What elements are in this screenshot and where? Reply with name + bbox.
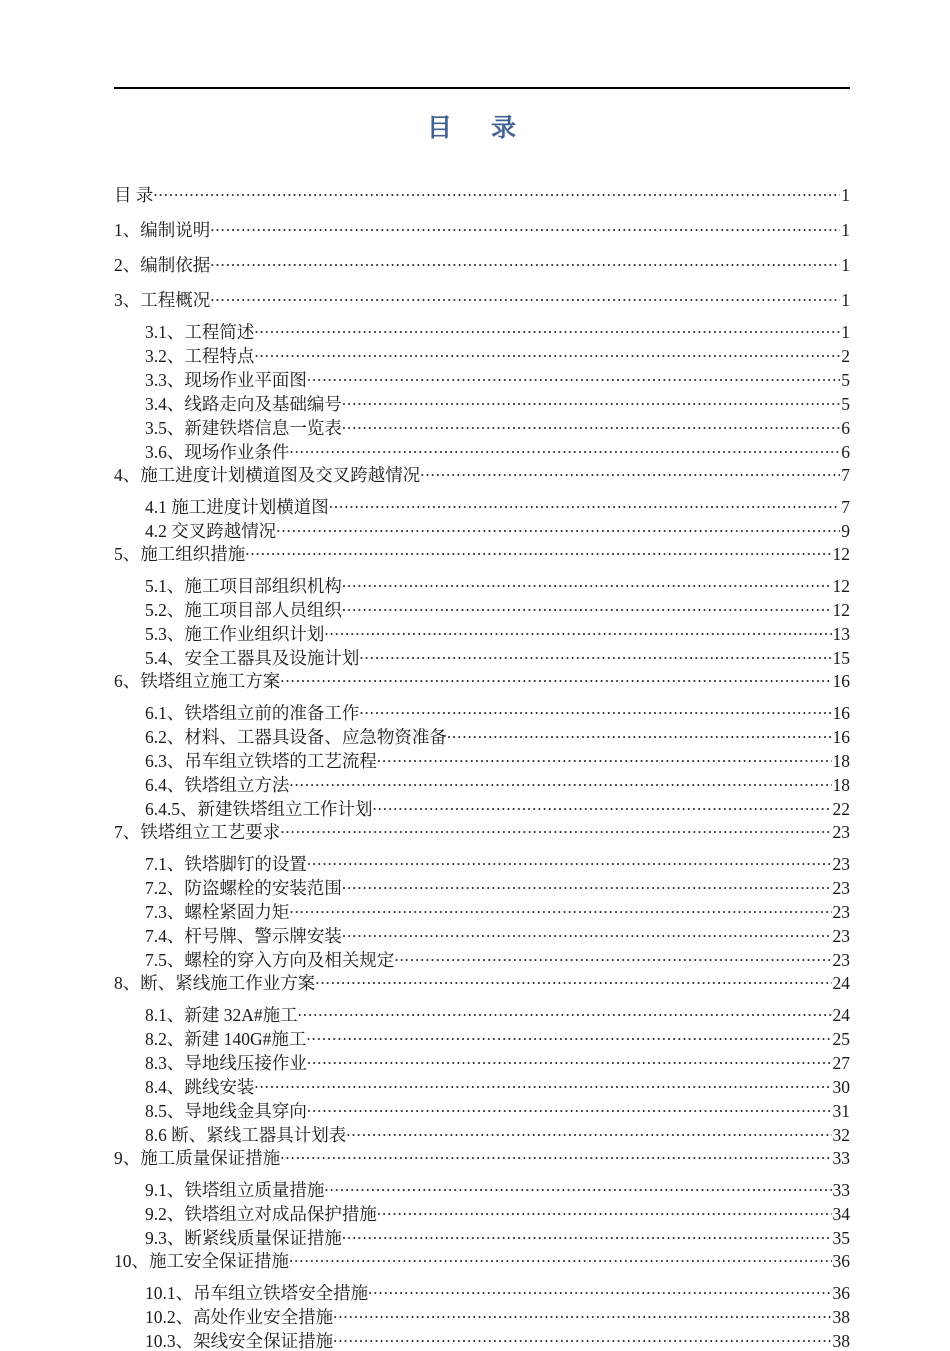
- toc-entry-label: 10、施工安全保证措施: [114, 1250, 289, 1271]
- toc-entry-label: 7.2、防盗螺栓的安装范围: [145, 877, 342, 898]
- toc-entry[interactable]: [114, 1146, 850, 1167]
- toc-entry[interactable]: [145, 1329, 850, 1350]
- toc-leader-dots: [210, 288, 840, 306]
- toc-leader-dots: [289, 1249, 832, 1267]
- toc-entry-page-number: 36: [832, 1250, 850, 1271]
- toc-entry[interactable]: [145, 368, 850, 389]
- toc-leader-dots: [329, 495, 841, 513]
- toc-entry[interactable]: [114, 971, 850, 992]
- toc-leader-dots: [289, 440, 840, 458]
- toc-entry-page-number: 1: [841, 219, 850, 240]
- toc-entry-page-number: 12: [832, 599, 850, 620]
- toc-leader-dots: [342, 1226, 832, 1244]
- toc-entry-label: 2、编制依据: [114, 254, 211, 275]
- toc-entry-page-number: 1: [841, 289, 850, 310]
- toc-entry-page-number: 24: [832, 1004, 850, 1025]
- toc-entry-label: 9.2、铁塔组立对成品保护措施: [145, 1203, 377, 1224]
- toc-entry-page-number: 25: [832, 1028, 850, 1049]
- header-rule-divider: [114, 87, 850, 89]
- toc-leader-dots: [333, 1305, 831, 1323]
- toc-entry-label: 5.4、安全工器具及设施计划: [145, 647, 360, 668]
- toc-entry-label: 6.2、材料、工器具设备、应急物资准备: [145, 726, 447, 747]
- toc-entry[interactable]: [145, 646, 850, 667]
- toc-entry-page-number: 16: [832, 726, 850, 747]
- toc-leader-dots: [307, 368, 840, 386]
- toc-entry[interactable]: [145, 495, 850, 516]
- toc-leader-dots: [153, 183, 840, 201]
- toc-leader-dots: [254, 1075, 831, 1093]
- toc-entry-label: 8.1、新建 32A#施工: [145, 1004, 298, 1025]
- toc-entry-page-number: 15: [832, 647, 850, 668]
- toc-leader-dots: [280, 820, 831, 838]
- toc-entry-label: 6.4、铁塔组立方法: [145, 774, 290, 795]
- toc-entry-label: 7、铁塔组立工艺要求: [114, 821, 281, 842]
- toc-leader-dots: [420, 463, 840, 481]
- toc-entry-label: 4.1 施工进度计划横道图: [145, 496, 329, 517]
- toc-entry[interactable]: [145, 1099, 850, 1120]
- toc-entry-label: 4、施工进度计划横道图及交叉跨越情况: [114, 464, 421, 485]
- toc-entry-label: 9、施工质量保证措施: [114, 1147, 281, 1168]
- toc-leader-dots: [342, 598, 832, 616]
- toc-entry-label: 8.2、新建 140G#施工: [145, 1028, 307, 1049]
- toc-entry-label: 3.1、工程简述: [145, 321, 255, 342]
- toc-entry-page-number: 6: [841, 441, 850, 462]
- toc-entry-label: 6.3、吊车组立铁塔的工艺流程: [145, 750, 377, 771]
- toc-leader-dots: [306, 1027, 831, 1045]
- toc-entry-label: 8.6 断、紧线工器具计划表: [145, 1124, 347, 1145]
- toc-entry-page-number: 35: [832, 1227, 850, 1248]
- toc-entry-page-number: 23: [832, 821, 850, 842]
- toc-entry-label: 7.4、杆号牌、警示牌安装: [145, 925, 342, 946]
- toc-entry-label: 3.4、线路走向及基础编号: [145, 393, 342, 414]
- toc-leader-dots: [447, 725, 832, 743]
- toc-entry-page-number: 22: [832, 798, 850, 819]
- toc-entry-label: 10.1、吊车组立铁塔安全措施: [145, 1282, 369, 1303]
- toc-leader-dots: [377, 1202, 832, 1220]
- toc-entry-label: 3.5、新建铁塔信息一览表: [145, 417, 342, 438]
- toc-entry-label: 10.2、高处作业安全措施: [145, 1306, 334, 1327]
- toc-entry-page-number: 16: [832, 702, 850, 723]
- toc-entry[interactable]: [114, 218, 850, 239]
- toc-leader-dots: [324, 1178, 831, 1196]
- toc-entry-label: 7.5、螺栓的穿入方向及相关规定: [145, 949, 395, 970]
- toc-entry[interactable]: [114, 253, 850, 274]
- toc-entry-page-number: 33: [832, 1179, 850, 1200]
- toc-entry-label: 5.3、施工作业组织计划: [145, 623, 325, 644]
- toc-entry-page-number: 30: [832, 1076, 850, 1097]
- toc-entry[interactable]: [114, 542, 850, 563]
- toc-entry-label: 1、编制说明: [114, 219, 211, 240]
- toc-entry[interactable]: [145, 924, 850, 945]
- toc-entry-label: 3、工程概况: [114, 289, 211, 310]
- toc-entry[interactable]: [145, 1305, 850, 1326]
- toc-entry-label: 8.5、导地线金具穿向: [145, 1100, 307, 1121]
- toc-entry[interactable]: [145, 852, 850, 873]
- toc-entry-page-number: 12: [832, 543, 850, 564]
- toc-leader-dots: [254, 320, 840, 338]
- toc-entry-page-number: 12: [832, 575, 850, 596]
- toc-leader-dots: [342, 574, 832, 592]
- toc-entry-page-number: 5: [841, 393, 850, 414]
- table-of-contents: [0, 183, 950, 1350]
- toc-entry[interactable]: [145, 900, 850, 921]
- toc-entry[interactable]: [114, 669, 850, 690]
- toc-entry-page-number: 7: [841, 496, 850, 517]
- toc-entry-page-number: 1: [841, 321, 850, 342]
- toc-entry-page-number: 36: [832, 1282, 850, 1303]
- toc-entry[interactable]: [145, 344, 850, 365]
- toc-leader-dots: [346, 1123, 831, 1141]
- toc-entry[interactable]: [114, 1249, 850, 1270]
- toc-leader-dots: [342, 416, 840, 434]
- toc-entry[interactable]: [145, 948, 850, 969]
- toc-leader-dots: [394, 948, 831, 966]
- toc-leader-dots: [307, 1051, 832, 1069]
- toc-entry-page-number: 13: [832, 623, 850, 644]
- toc-entry-label: 10.3、架线安全保证措施: [145, 1330, 334, 1351]
- toc-entry[interactable]: [114, 183, 850, 204]
- toc-leader-dots: [254, 344, 840, 362]
- toc-entry-label: 5.1、施工项目部组织机构: [145, 575, 342, 596]
- toc-entry[interactable]: [145, 519, 850, 540]
- toc-entry-page-number: 23: [832, 901, 850, 922]
- toc-entry[interactable]: [145, 440, 850, 461]
- toc-leader-dots: [276, 519, 840, 537]
- toc-leader-dots: [359, 646, 831, 664]
- toc-entry[interactable]: [145, 1226, 850, 1247]
- toc-entry-label: 9.3、断紧线质量保证措施: [145, 1227, 342, 1248]
- toc-entry-label: 6.1、铁塔组立前的准备工作: [145, 702, 360, 723]
- toc-leader-dots: [298, 1003, 832, 1021]
- toc-entry-label: 8、断、紧线施工作业方案: [114, 972, 316, 993]
- toc-entry-label: 6、铁塔组立施工方案: [114, 670, 281, 691]
- toc-entry-label: 6.4.5、新建铁塔组立工作计划: [145, 798, 373, 819]
- toc-entry-page-number: 27: [832, 1052, 850, 1073]
- toc-entry[interactable]: [145, 392, 850, 413]
- toc-entry-label: 5.2、施工项目部人员组织: [145, 599, 342, 620]
- toc-entry-label: 3.2、工程特点: [145, 345, 255, 366]
- toc-leader-dots: [307, 1099, 832, 1117]
- toc-entry-page-number: 18: [832, 750, 850, 771]
- toc-entry[interactable]: [145, 1123, 850, 1144]
- toc-entry-page-number: 16: [832, 670, 850, 691]
- toc-entry-label: 8.3、导地线压接作业: [145, 1052, 307, 1073]
- toc-entry[interactable]: [145, 574, 850, 595]
- toc-entry-page-number: 1: [841, 254, 850, 275]
- toc-entry[interactable]: [145, 725, 850, 746]
- toc-leader-dots: [289, 900, 831, 918]
- toc-leader-dots: [210, 253, 840, 271]
- toc-leader-dots: [342, 876, 832, 894]
- toc-entry[interactable]: [145, 701, 850, 722]
- toc-entry-page-number: 24: [832, 972, 850, 993]
- toc-entry[interactable]: [114, 463, 850, 484]
- toc-entry[interactable]: [145, 320, 850, 341]
- toc-entry[interactable]: [145, 1178, 850, 1199]
- toc-entry-label: 8.4、跳线安装: [145, 1076, 255, 1097]
- toc-entry[interactable]: [145, 598, 850, 619]
- toc-entry-label: 目 录: [114, 184, 154, 205]
- toc-entry[interactable]: [145, 1027, 850, 1048]
- toc-entry-page-number: 32: [832, 1124, 850, 1145]
- toc-entry-page-number: 2: [841, 345, 850, 366]
- toc-leader-dots: [342, 924, 832, 942]
- toc-entry-label: 3.3、现场作业平面图: [145, 369, 307, 390]
- toc-entry-page-number: 23: [832, 877, 850, 898]
- toc-leader-dots: [280, 669, 831, 687]
- toc-entry-page-number: 18: [832, 774, 850, 795]
- toc-leader-dots: [245, 542, 831, 560]
- toc-entry-page-number: 33: [832, 1147, 850, 1168]
- toc-entry-label: 7.1、铁塔脚钉的设置: [145, 853, 307, 874]
- toc-leader-dots: [307, 852, 832, 870]
- toc-entry-page-number: 23: [832, 949, 850, 970]
- toc-entry[interactable]: [145, 797, 850, 818]
- toc-entry[interactable]: [145, 1051, 850, 1072]
- toc-entry-page-number: 38: [832, 1330, 850, 1351]
- toc-entry-page-number: 38: [832, 1306, 850, 1327]
- page-title: 目 录: [426, 115, 523, 142]
- toc-entry-page-number: 5: [841, 369, 850, 390]
- toc-leader-dots: [315, 971, 831, 989]
- toc-entry[interactable]: [114, 820, 850, 841]
- toc-entry-page-number: 7: [841, 464, 850, 485]
- toc-entry[interactable]: [114, 288, 850, 309]
- toc-entry[interactable]: [145, 416, 850, 437]
- toc-entry-page-number: 9: [841, 520, 850, 541]
- toc-entry-label: 5、施工组织措施: [114, 543, 246, 564]
- toc-leader-dots: [210, 218, 840, 236]
- toc-entry[interactable]: [145, 876, 850, 897]
- toc-entry-label: 4.2 交叉跨越情况: [145, 520, 277, 541]
- toc-leader-dots: [373, 797, 832, 815]
- toc-entry-page-number: 23: [832, 925, 850, 946]
- toc-entry[interactable]: [145, 1003, 850, 1024]
- toc-entry[interactable]: [145, 1075, 850, 1096]
- toc-entry-label: 7.3、螺栓紧固力矩: [145, 901, 290, 922]
- toc-entry-label: 3.6、现场作业条件: [145, 441, 290, 462]
- toc-entry[interactable]: [145, 1281, 850, 1302]
- toc-entry-label: 9.1、铁塔组立质量措施: [145, 1179, 325, 1200]
- toc-entry[interactable]: [145, 749, 850, 770]
- toc-leader-dots: [342, 392, 840, 410]
- toc-entry[interactable]: [145, 1202, 850, 1223]
- toc-entry-page-number: 23: [832, 853, 850, 874]
- toc-entry-page-number: 1: [841, 184, 850, 205]
- toc-entry-page-number: 34: [832, 1203, 850, 1224]
- toc-entry[interactable]: [145, 773, 850, 794]
- toc-leader-dots: [359, 701, 831, 719]
- toc-leader-dots: [280, 1146, 831, 1164]
- toc-entry[interactable]: [145, 622, 850, 643]
- toc-leader-dots: [289, 773, 831, 791]
- toc-leader-dots: [368, 1281, 831, 1299]
- toc-leader-dots: [324, 622, 831, 640]
- toc-leader-dots: [377, 749, 832, 767]
- toc-entry-page-number: 6: [841, 417, 850, 438]
- toc-entry-page-number: 31: [832, 1100, 850, 1121]
